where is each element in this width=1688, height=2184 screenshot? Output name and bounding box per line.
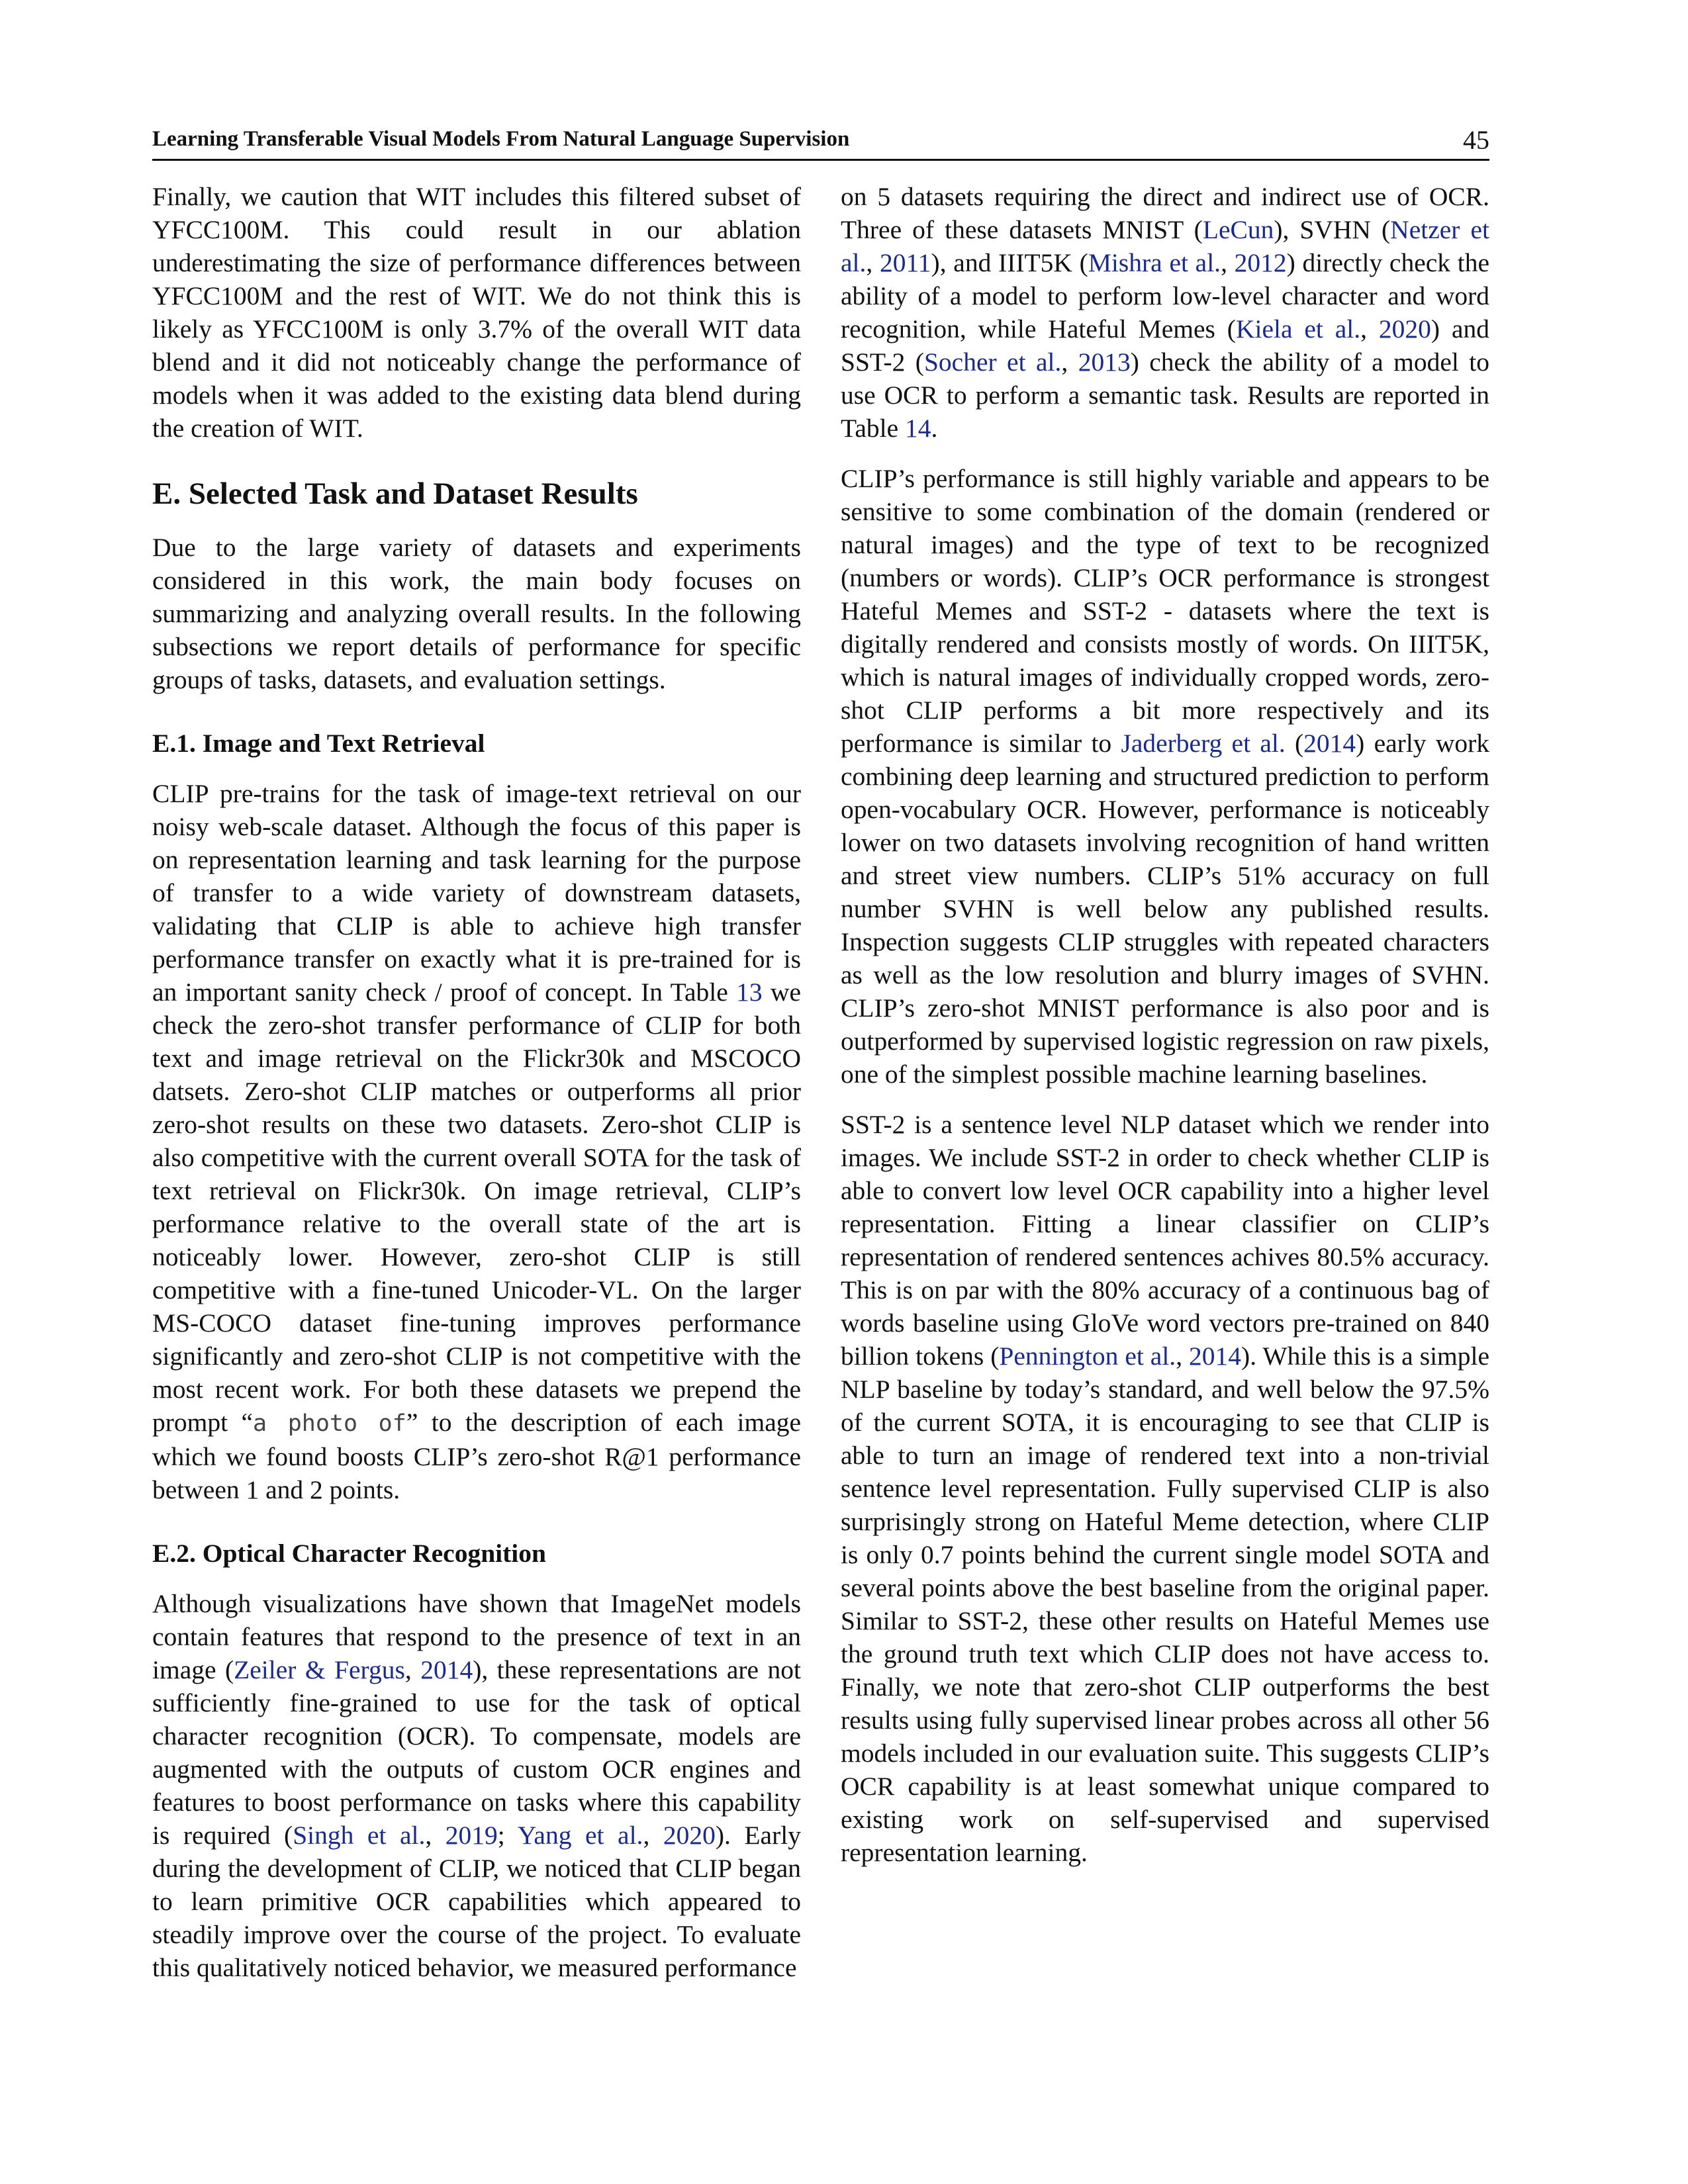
citation-year-link[interactable]: 2013 xyxy=(1078,347,1131,377)
citation-year-link[interactable]: 2020 xyxy=(663,1821,716,1850)
citation-link-yang[interactable]: Yang et al. xyxy=(517,1821,643,1850)
text-span: ) and SST-2 ( xyxy=(841,314,1489,377)
paragraph-image-text-retrieval xyxy=(152,777,801,1506)
citation-year-link[interactable]: 2014 xyxy=(1303,729,1356,758)
running-title: Learning Transferable Visual Models From Natural Language Supervision xyxy=(152,127,850,151)
citation-link-mishra[interactable]: Mishra et al. xyxy=(1088,248,1221,277)
paragraph-wit-caution: Finally, we caution that WIT includes this filtered subset of YFCC100M. This could result in our ablation underestimating the size of performance differences between YFCC100M and the rest of WIT. We do not think this is likely as YFCC100M is only 3.7% of the overall WIT data blend and it did not noticeably change the performance of models when it was added to the existing data blend during the creation of WIT. xyxy=(152,182,801,443)
citation-year-link[interactable]: 2020 xyxy=(1378,314,1431,343)
citation-year-link[interactable]: 2014 xyxy=(420,1655,473,1684)
table-14-link[interactable]: 14 xyxy=(905,414,931,443)
paragraph-clip-ocr-performance: CLIP’s performance is still highly variable and appears to be sensitive to some combination of the domain (rendered or natural images) and the type of text to be recognized (numbers or words). CLIP’s OCR performance is strongest Hateful Memes and SST-2 - datasets where the text is digitally rendered and consists mostly of words. On IIIT5K, which is natural images of individually cropped words, zero-shot CLIP performs a bit more respectively and its performance is similar to Jaderberg et al. (2014) early work combining deep learning and structured prediction to perform open-vocabulary OCR. However, performance is noticeably lower on two datasets involving recognition of hand written and street view numbers. CLIP’s 51% accuracy on full number SVHN is well below any published results. Inspection suggests CLIP struggles with repeated characters as well as the low resolution and blurry images of SVHN. CLIP’s zero-shot MNIST performance is also poor and is outperformed by supervised logistic regression on raw pixels, one of the simplest possible machine learning baselines. xyxy=(841,464,1490,1089)
text-span: SST-2 is a sentence level NLP dataset which we render into images. We include SST-2 in order to check whether CLIP is able to convert low level OCR capability into a higher level representation. Fitting a linear classifier on CLIP’s representation of rendered sentences achives 80.5% accuracy. This is on par with the 80% accuracy of a continuous bag of words baseline using GloVe word vectors pre-trained on 840 billion tokens ( xyxy=(841,1110,1489,1371)
text-span: Although visualizations have shown that ImageNet models contain features that respond to the presence of text in an image ( xyxy=(152,1589,801,1684)
citation-link-singh[interactable]: Singh et al. xyxy=(293,1821,426,1850)
paragraph-ocr-intro: Although visualizations have shown that ImageNet models contain features that respond to the presence of text in an image (Zeiler & Fergus, 2014), these representations are not sufficiently fine-grained to use for the task of optical character recognition (OCR). To compensate, models are augmented with the outputs of custom OCR engines and features to boost performance on tasks where this capability is required (Singh et al., 2019; Yang et al., 2020). Early during the development of CLIP, we noticed that CLIP began to learn primitive OCR capabilities which appeared to steadily improve over the course of the project. To evaluate this qualitatively noticed behavior, we measured performance xyxy=(152,1589,801,1982)
paragraph-section-e-intro: Due to the large variety of datasets and experiments considered in this work, the main body focuses on summarizing and analyzing overall results. In the following subsections we report details of performance for specific groups of tasks, datasets, and evaluation settings. xyxy=(152,533,801,694)
text-span: ) check the ability of a model to use OCR to perform a semantic task. Results are reported in Table xyxy=(841,347,1490,443)
citation-link-lecun[interactable]: LeCun xyxy=(1202,215,1274,244)
text-span: CLIP’s performance is still highly variable and appears to be sensitive to some combination of the domain (rendered or natural images) and the type of text to be recognized (numbers or words). CLIP’s OCR performance is strongest Hateful Memes and SST-2 - datasets where the text is digitally rendered and consists mostly of words. On IIIT5K, which is natural images of individually cropped words, zero-shot CLIP performs a bit more respectively and its performance is similar to xyxy=(841,464,1489,758)
page-header xyxy=(152,124,1489,161)
text-span: ), and IIIT5K ( xyxy=(931,248,1088,277)
subsection-title-e2: E.2. Optical Character Recognition xyxy=(152,1539,546,1568)
citation-year-link[interactable]: 2014 xyxy=(1189,1342,1242,1371)
citation-year-link[interactable]: 2011 xyxy=(880,248,931,277)
page-number: 45 xyxy=(1463,125,1489,155)
text-span: ). While this is a simple NLP baseline by today’s standard, and well below the 97.5% of the current SOTA, it is encouraging to see that CLIP is able to turn an image of rendered text into a non-trivial sentence level representation. Fully supervised CLIP is also surprisingly strong on Hateful Meme detection, where CLIP is only 0.7 points behind the current single model SOTA and several points above the best baseline from the original paper. Similar to SST-2, these other results on Hateful Memes use the ground truth text which CLIP does not have access to. Finally, we note that zero-shot CLIP outperforms the best results using fully supervised linear probes across all other 56 models included in our evaluation suite. This suggests CLIP’s OCR capability is at least somewhat unique compared to existing work on self-supervised and supervised representation learning. xyxy=(841,1342,1490,1867)
text-span: ) directly check the ability of a model to perform low-level character and word recognition, while Hateful Memes ( xyxy=(841,248,1489,343)
citation-link-pennington[interactable]: Pennington et al. xyxy=(999,1342,1176,1371)
citation-link-netzer[interactable]: Netzer et al. xyxy=(841,215,1489,277)
text-span: ), SVHN ( xyxy=(1274,215,1391,244)
paragraph-ocr-datasets: on 5 datasets requiring the direct and indirect use of OCR. Three of these datasets MNIST (LeCun), SVHN (Netzer et al., 2011), and IIIT5K (Mishra et al., 2012) directly check the ability of a model to perform low-level character and word recognition, while Hateful Memes (Kiela et al., 2020) and SST-2 (Socher et al., 2013) check the ability of a model to use OCR to perform a semantic task. Results are reported in Table 14. xyxy=(841,182,1490,443)
text-span: CLIP pre-trains for the task of image-text retrieval on our noisy web-scale dataset. Although the focus of this paper is on representation learning and task learning for the purpose of transfer to a wide variety of downstream datasets, validating that CLIP is able to achieve high transfer performance transfer on exactly what it is pre-trained for is an important sanity check / proof of concept. In Table xyxy=(152,779,801,1007)
text-span: we check the zero-shot transfer performance of CLIP for both text and image retrieval on the Flickr30k and MSCOCO datsets. Zero-shot CLIP matches or outperforms all prior zero-shot results on these two datasets. Zero-shot CLIP is also competitive with the current overall SOTA for the task of text retrieval on Flickr30k. On image retrieval, CLIP’s performance relative to the overall state of the art is noticeably lower. However, zero-shot CLIP is still competitive with a fine-tuned Unicoder-VL. On the larger MS-COCO dataset fine-tuning improves performance significantly and zero-shot CLIP is not competitive with the most recent work. For both these datasets we prepend the prompt “ xyxy=(152,978,801,1437)
left-column xyxy=(152,180,801,2001)
prompt-code: a photo of xyxy=(253,1410,406,1437)
text-span: early work combining deep learning and structured prediction to perform open-vocabulary OCR. However, performance is noticeably lower on two datasets involving recognition of hand written and street view numbers. CLIP’s 51% accuracy on full number SVHN is well below any published results. Inspection suggests CLIP struggles with repeated characters as well as the low resolution and blurry images of SVHN. CLIP’s zero-shot MNIST performance is also poor and is outperformed by supervised logistic regression on raw pixels, one of the simplest possible machine learning baselines. xyxy=(841,729,1490,1089)
citation-year-link[interactable]: 2012 xyxy=(1234,248,1287,277)
subsection-title-e1: E.1. Image and Text Retrieval xyxy=(152,729,485,758)
text-span: ” to the description of each image which we found boosts CLIP’s zero-shot R@1 performance between 1 and 2 points. xyxy=(152,1408,802,1504)
right-column xyxy=(841,180,1489,1886)
citation-link-jaderberg[interactable]: Jaderberg et al. xyxy=(1121,729,1286,758)
table-13-link[interactable]: 13 xyxy=(736,978,763,1007)
section-title-e: E. Selected Task and Dataset Results xyxy=(152,477,638,511)
citation-link-zeiler[interactable]: Zeiler & Fergus xyxy=(234,1655,405,1684)
paragraph-sst2: SST-2 is a sentence level NLP dataset which we render into images. We include SST-2 in order to check whether CLIP is able to convert low level OCR capability into a higher level representation. Fitting a linear classifier on CLIP’s representation of rendered sentences achives 80.5% accuracy. This is on par with the 80% accuracy of a continuous bag of words baseline using GloVe word vectors pre-trained on 840 billion tokens (Pennington et al., 2014). While this is a simple NLP baseline by today’s standard, and well below the 97.5% of the current SOTA, it is encouraging to see that CLIP is able to turn an image of rendered text into a non-trivial sentence level representation. Fully supervised CLIP is also surprisingly strong on Hateful Meme detection, where CLIP is only 0.7 points behind the current single model SOTA and several points above the best baseline from the original paper. Similar to SST-2, these other results on Hateful Memes use the ground truth text which CLIP does not have access to. Finally, we note that zero-shot CLIP outperforms the best results using fully supervised linear probes across all other 56 models included in our evaluation suite. This suggests CLIP’s OCR capability is at least somewhat unique compared to existing work on self-supervised and supervised representation learning. xyxy=(841,1110,1490,1867)
citation-link-socher[interactable]: Socher et al. xyxy=(923,347,1062,377)
citation-link-kiela[interactable]: Kiela et al. xyxy=(1235,314,1361,343)
text-span: on 5 datasets requiring the direct and indirect use of OCR. Three of these datasets MNIST ( xyxy=(841,182,1489,244)
text-span: ), these representations are not sufficiently fine-grained to use for the task of optical character recognition (OCR). To compensate, models are augmented with the outputs of custom OCR engines and features to boost performance on tasks where this capability is required ( xyxy=(152,1655,801,1850)
text-span: . xyxy=(931,414,938,443)
text-span: ). Early during the development of CLIP, we noticed that CLIP began to learn primitive OCR capabilities which appeared to steadily improve over the course of the project. To evaluate this qualitatively noticed behavior, we measured performance xyxy=(152,1821,801,1982)
citation-year-link[interactable]: 2019 xyxy=(445,1821,498,1850)
